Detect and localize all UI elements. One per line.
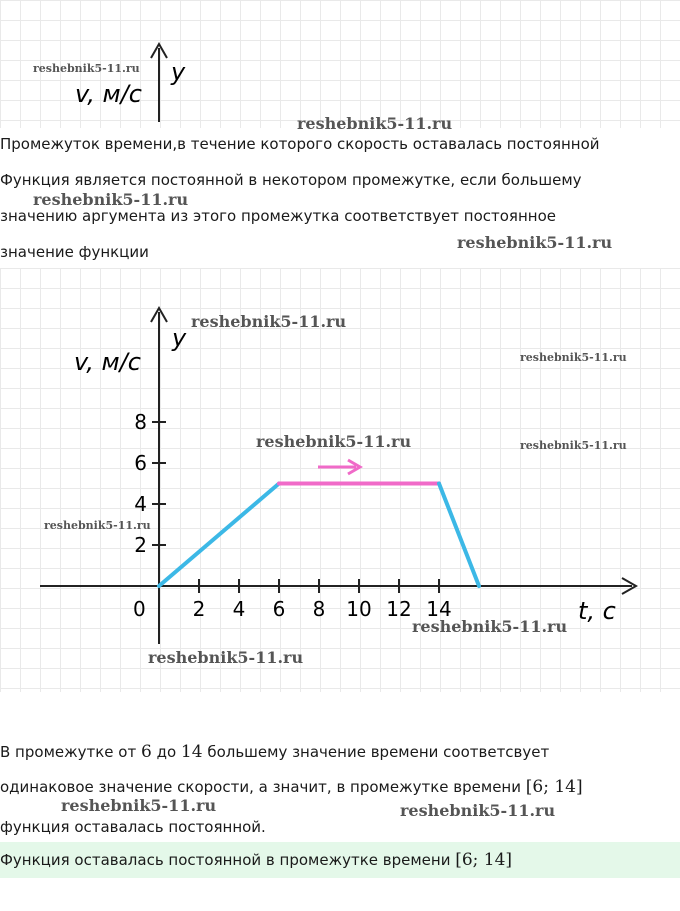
watermark: reshebnik5-11.ru (457, 233, 613, 252)
answer-box (0, 842, 680, 878)
heading-text: Промежуток времени,в течение которого скорость оставалась постоянной (0, 135, 600, 153)
velocity-graph (0, 268, 680, 692)
watermark: reshebnik5-11.ru (191, 312, 347, 331)
x-tick-label: 4 (232, 597, 246, 621)
y-axis-label: v, м/с (74, 348, 141, 376)
watermark: reshebnik5-11.ru (297, 114, 453, 133)
y-tick-label: 4 (134, 492, 147, 516)
velocity-segment (439, 484, 479, 587)
watermark: reshebnik5-11.ru (61, 796, 217, 815)
definition-line-1: Функция является постоянной в некотором промежутке, если большему (0, 171, 582, 189)
y-tick-label: 2 (134, 533, 147, 557)
y-tick-label: 6 (134, 451, 147, 475)
x-tick-label: 12 (386, 597, 412, 621)
watermark: reshebnik5-11.ru (44, 519, 151, 532)
velocity-segment (159, 484, 279, 587)
watermark: reshebnik5-11.ru (400, 801, 556, 820)
interval: [6; 14] (525, 777, 583, 797)
watermark: reshebnik5-11.ru (33, 190, 189, 209)
solution-line-3: функция оставалась постоянной. (0, 818, 266, 836)
y-tick-label: 8 (134, 410, 147, 434)
solution-line-1: В промежутке от 6 до 14 большему значение времени соответсвует (0, 742, 550, 762)
watermark: reshebnik5-11.ru (412, 617, 568, 636)
definition-line-3: значение функции (0, 243, 149, 261)
number-6: 6 (140, 742, 152, 762)
x-tick-label: 14 (426, 597, 452, 621)
x-axis-label: t, с (578, 597, 616, 625)
graph-y-letter: y (172, 324, 187, 352)
origin-label: 0 (133, 597, 146, 621)
x-tick-label: 2 (192, 597, 206, 621)
x-tick-label: 10 (346, 597, 372, 621)
solution-line-2: одинаковое значение скорости, а значит, в промежутке времени [6; 14] (0, 777, 583, 797)
top-unit-label: v, м/с (75, 80, 142, 108)
number-14: 14 (180, 742, 203, 762)
watermark: reshebnik5-11.ru (520, 439, 627, 452)
watermark: reshebnik5-11.ru (256, 432, 412, 451)
x-tick-label: 6 (272, 597, 286, 621)
watermark: reshebnik5-11.ru (148, 648, 304, 667)
top-y-letter: y (171, 58, 186, 86)
x-tick-label: 8 (312, 597, 326, 621)
answer-text: Функция оставалась постоянной в промежутке времени [6; 14] (0, 850, 513, 870)
definition-line-2: значению аргумента из этого промежутка соответствует постоянное (0, 207, 556, 225)
watermark: reshebnik5-11.ru (33, 62, 140, 75)
watermark: reshebnik5-11.ru (520, 351, 627, 364)
answer-interval: [6; 14] (455, 850, 513, 870)
